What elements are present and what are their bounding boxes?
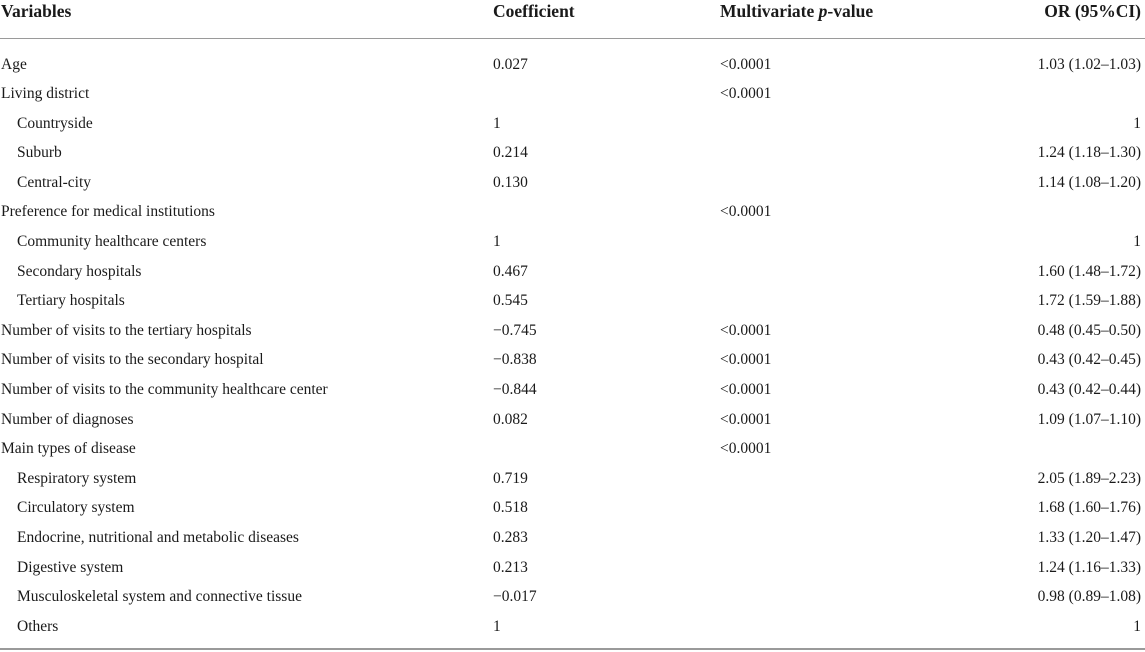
cell-coefficient: 0.213 [493,558,528,576]
cell-odds-ratio [1010,434,1145,464]
cell-p-value [720,523,1010,553]
cell-odds-ratio: 1 [1133,114,1141,132]
header-coefficient: Coefficient [493,0,720,38]
cell-p-value: <0.0001 [720,381,772,399]
cell-coefficient: 1 [493,114,501,132]
table-row [0,38,1145,79]
cell-variable: Digestive system [17,558,124,576]
cell-p-value: <0.0001 [720,85,772,103]
cell-odds-ratio: 1.24 (1.18–1.30) [1037,144,1141,162]
cell-variable: Others [17,617,59,635]
cell-odds-ratio: 1 [1133,617,1141,635]
cell-variable: Tertiary hospitals [17,292,125,310]
cell-p-value: <0.0001 [720,55,772,73]
cell-variable: Number of visits to the community healthcare center [1,381,328,399]
cell-odds-ratio: 1.09 (1.07–1.10) [1037,410,1141,428]
cell-odds-ratio: 0.98 (0.89–1.08) [1037,588,1141,606]
table-row [0,257,1145,287]
table-row [0,79,1145,109]
header-odds-ratio: OR (95%CI) [1010,0,1145,38]
cell-odds-ratio: 1.72 (1.59–1.88) [1037,292,1141,310]
table-body [0,38,1145,641]
cell-p-value: <0.0001 [720,410,772,428]
cell-variable: Musculoskeletal system and connective tissue [17,588,302,606]
cell-p-value: <0.0001 [720,203,772,221]
cell-odds-ratio: 1.14 (1.08–1.20) [1037,173,1141,191]
cell-p-value [720,582,1010,612]
table-row [0,493,1145,523]
cell-odds-ratio: 2.05 (1.89–2.23) [1037,469,1141,487]
cell-variable: Number of visits to the tertiary hospitals [1,321,252,339]
table-row [0,316,1145,346]
table-row [0,138,1145,168]
cell-odds-ratio: 1.24 (1.16–1.33) [1037,558,1141,576]
cell-variable: Suburb [17,144,62,162]
cell-variable: Living district [1,85,90,103]
cell-variable: Number of visits to the secondary hospital [1,351,264,369]
cell-variable: Age [1,55,27,73]
cell-odds-ratio: 1.60 (1.48–1.72) [1037,262,1141,280]
cell-coefficient: 1 [493,617,501,635]
cell-coefficient: −0.844 [493,381,537,399]
table-row [0,434,1145,464]
cell-odds-ratio: 1.68 (1.60–1.76) [1037,499,1141,517]
cell-variable: Number of diagnoses [1,410,134,428]
cell-variable: Main types of disease [1,440,136,458]
cell-variable: Preference for medical institutions [1,203,215,221]
cell-odds-ratio [1010,79,1145,109]
table-row [0,405,1145,435]
table-row [0,227,1145,257]
cell-coefficient: 0.719 [493,469,528,487]
cell-coefficient [493,79,720,109]
cell-p-value: <0.0001 [720,351,772,369]
cell-p-value [720,493,1010,523]
cell-p-value [720,553,1010,583]
cell-odds-ratio: 0.43 (0.42–0.44) [1037,381,1141,399]
cell-coefficient: 0.545 [493,292,528,310]
header-row [0,0,1145,38]
header-p-value [720,0,1010,38]
cell-coefficient: 0.518 [493,499,528,517]
header-p-suffix: -value [827,1,874,21]
cell-p-value [720,286,1010,316]
cell-p-value [720,257,1010,287]
cell-odds-ratio: 1.33 (1.20–1.47) [1037,529,1141,546]
table-header [0,0,1145,38]
cell-coefficient: 0.082 [493,410,528,428]
cell-variable: Countryside [17,114,93,132]
table-row [0,109,1145,139]
cell-p-value: <0.0001 [720,440,772,458]
cell-odds-ratio: 1 [1133,233,1141,251]
cell-coefficient: 0.130 [493,173,528,191]
cell-coefficient: −0.838 [493,351,537,369]
table-row [0,553,1145,583]
cell-p-value [720,464,1010,494]
table-row [0,286,1145,316]
cell-p-value [720,227,1010,257]
cell-p-value [720,168,1010,198]
cell-coefficient [493,434,720,464]
table-row [0,345,1145,375]
cell-coefficient: −0.745 [493,321,537,339]
bottom-rule [0,648,1145,650]
cell-coefficient: −0.017 [493,588,537,606]
cell-p-value: <0.0001 [720,321,772,339]
cell-odds-ratio [1010,197,1145,227]
cell-coefficient: 1 [493,233,501,251]
table-row [0,375,1145,405]
header-variables: Variables [0,0,493,38]
cell-odds-ratio: 0.43 (0.42–0.45) [1037,351,1141,369]
cell-coefficient: 0.283 [493,529,528,546]
table-row [0,523,1145,553]
cell-variable: Circulatory system [17,499,135,517]
cell-variable: Endocrine, nutritional and metabolic diseases [17,529,299,546]
cell-odds-ratio: 1.03 (1.02–1.03) [1037,55,1141,73]
cell-p-value [720,109,1010,139]
header-p-italic: p [818,1,828,21]
cell-variable: Community healthcare centers [17,233,207,251]
table-row [0,197,1145,227]
cell-p-value [720,138,1010,168]
table-row [0,168,1145,198]
table-row [0,612,1145,642]
cell-odds-ratio: 0.48 (0.45–0.50) [1037,321,1141,339]
cell-coefficient [493,197,720,227]
cell-p-value [720,612,1010,642]
cell-coefficient: 0.214 [493,144,528,162]
cell-variable: Central-city [17,173,92,191]
cell-coefficient: 0.027 [493,55,528,73]
cell-coefficient: 0.467 [493,262,528,280]
header-p-prefix: Multivariate [720,1,819,21]
table-row [0,582,1145,612]
table-row [0,464,1145,494]
cell-variable: Secondary hospitals [17,262,142,280]
cell-variable: Respiratory system [17,469,137,487]
